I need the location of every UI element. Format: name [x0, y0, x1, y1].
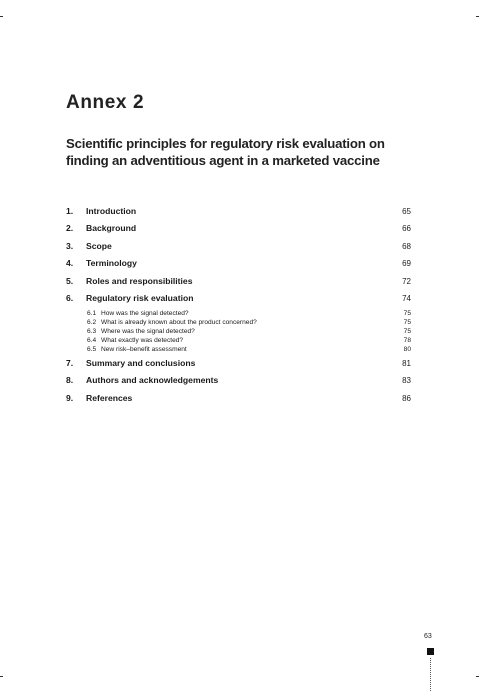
- toc-sublabel: What exactly was detected?: [101, 337, 184, 345]
- toc-sublabel: How was the signal detected?: [101, 310, 189, 318]
- toc-number: 8.: [66, 375, 74, 386]
- toc-subentry[interactable]: [66, 310, 411, 319]
- toc-number: 2.: [66, 223, 74, 234]
- toc-subnumber: 6.2: [87, 319, 97, 327]
- crop-mark: [0, 676, 3, 677]
- toc-subentry[interactable]: [66, 337, 411, 346]
- toc-label: Terminology: [86, 258, 137, 269]
- page-marker: [427, 648, 434, 655]
- toc-label: Authors and acknowledgements: [86, 375, 219, 386]
- toc-entry-summary[interactable]: [66, 358, 411, 375]
- annex-title: Annex 2: [66, 92, 145, 113]
- dotted-guide-line: [430, 658, 431, 691]
- toc-page: 80: [403, 345, 411, 353]
- toc-subnumber: 6.5: [87, 345, 97, 353]
- toc-page: 68: [402, 241, 411, 251]
- toc-number: 4.: [66, 258, 74, 269]
- toc-number: 5.: [66, 275, 74, 286]
- toc-page: 78: [403, 337, 411, 345]
- toc-label: Scope: [86, 240, 112, 251]
- toc-page: 75: [403, 328, 411, 336]
- toc-subnumber: 6.4: [87, 337, 97, 345]
- document-subtitle: [66, 135, 406, 169]
- toc-sublabel: New risk–benefit assessment: [101, 345, 187, 353]
- toc-entry-roles[interactable]: [66, 276, 411, 293]
- toc-label: Introduction: [86, 206, 137, 216]
- subtitle-line: Scientific principles for regulatory risk evaluation on: [66, 136, 385, 151]
- toc-page: 72: [402, 276, 411, 286]
- toc-label: Summary and conclusions: [86, 357, 196, 368]
- toc-entry-terminology[interactable]: [66, 258, 411, 275]
- toc-subnumber: 6.1: [87, 310, 97, 318]
- toc-subnumber: 6.3: [87, 328, 97, 336]
- page-number: 63: [424, 633, 432, 640]
- toc-number: 3.: [66, 240, 74, 251]
- toc-entry-risk-evaluation[interactable]: [66, 293, 411, 310]
- toc-subentry[interactable]: [66, 319, 411, 328]
- table-of-contents: [66, 206, 411, 410]
- toc-page: 81: [402, 358, 411, 368]
- toc-sublabel: Where was the signal detected?: [101, 328, 195, 336]
- toc-subentry[interactable]: [66, 346, 411, 355]
- toc-entry-background[interactable]: [66, 223, 411, 240]
- toc-entry-references[interactable]: [66, 393, 411, 410]
- toc-label: Regulatory risk evaluation: [86, 292, 194, 303]
- subtitle-line: finding an adventitious agent in a marketed vaccine: [66, 153, 380, 168]
- toc-number: 7.: [66, 357, 74, 368]
- toc-page: 65: [402, 207, 411, 216]
- crop-mark: [0, 16, 3, 17]
- toc-entry-authors[interactable]: [66, 375, 411, 392]
- toc-sublabel: What is already known about the product concerned?: [101, 319, 257, 327]
- toc-label: Background: [86, 223, 137, 234]
- toc-subentry[interactable]: [66, 328, 411, 337]
- toc-label: References: [86, 392, 133, 403]
- toc-page: 66: [402, 224, 411, 234]
- toc-page: 83: [402, 376, 411, 386]
- toc-page: 74: [402, 293, 411, 303]
- toc-entry-scope[interactable]: [66, 241, 411, 258]
- toc-number: 6.: [66, 292, 74, 303]
- toc-number: 9.: [66, 392, 74, 403]
- toc-page: 75: [403, 310, 411, 318]
- toc-page: 86: [402, 393, 411, 403]
- toc-page: 75: [403, 319, 411, 327]
- toc-page: 69: [402, 259, 411, 269]
- toc-label: Roles and responsibilities: [86, 275, 193, 286]
- toc-entry-introduction[interactable]: [66, 206, 411, 223]
- toc-number: 1.: [66, 206, 74, 216]
